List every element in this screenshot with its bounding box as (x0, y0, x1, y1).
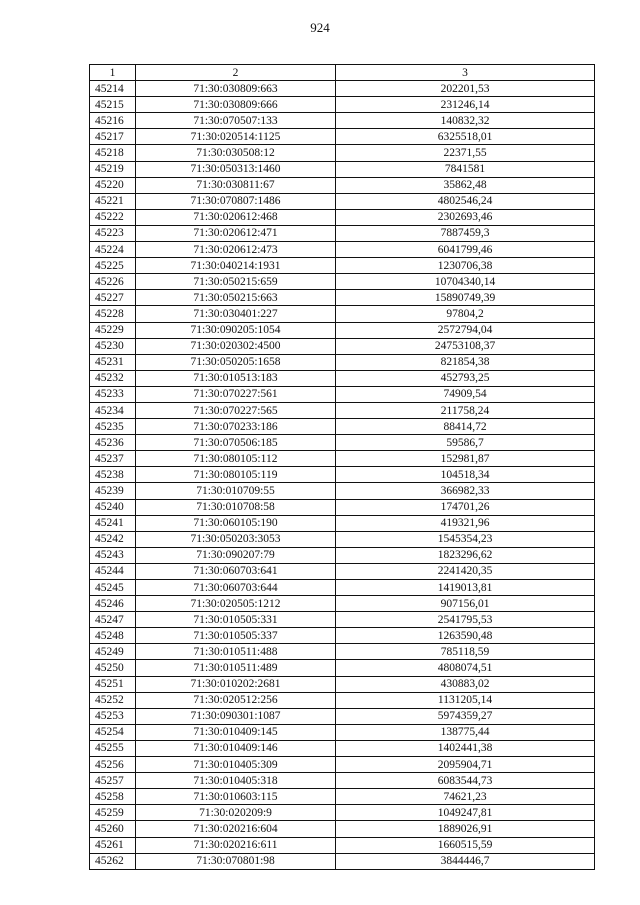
row-number-cell: 45244 (90, 563, 136, 579)
cadastral-number-cell: 71:30:030809:663 (136, 81, 336, 97)
cadastral-number-cell: 71:30:070801:98 (136, 853, 336, 869)
cadastral-number-cell: 71:30:010505:331 (136, 612, 336, 628)
value-cell: 419321,96 (336, 515, 595, 531)
table-row (90, 338, 595, 354)
table-row (90, 177, 595, 193)
cadastral-number-cell: 71:30:050313:1460 (136, 161, 336, 177)
cadastral-number-cell: 71:30:070227:565 (136, 402, 336, 418)
cadastral-number-cell: 71:30:080105:119 (136, 467, 336, 483)
row-number-cell: 45233 (90, 386, 136, 402)
value-cell: 1263590,48 (336, 628, 595, 644)
row-number-cell: 45235 (90, 419, 136, 435)
value-cell: 1889026,91 (336, 821, 595, 837)
table-row (90, 821, 595, 837)
cadastral-number-cell: 71:30:070233:186 (136, 419, 336, 435)
table-row (90, 113, 595, 129)
row-number-cell: 45218 (90, 145, 136, 161)
table-row (90, 81, 595, 97)
value-cell: 1230706,38 (336, 258, 595, 274)
value-cell: 6041799,46 (336, 242, 595, 258)
row-number-cell: 45221 (90, 193, 136, 209)
row-number-cell: 45223 (90, 225, 136, 241)
cadastral-number-cell: 71:30:050215:659 (136, 274, 336, 290)
table-row (90, 789, 595, 805)
table-row (90, 644, 595, 660)
table-row (90, 757, 595, 773)
cadastral-number-cell: 71:30:020209:9 (136, 805, 336, 821)
value-cell: 366982,33 (336, 483, 595, 499)
table-row (90, 692, 595, 708)
cadastral-number-cell: 71:30:070506:185 (136, 435, 336, 451)
cadastral-number-cell: 71:30:030508:12 (136, 145, 336, 161)
row-number-cell: 45231 (90, 354, 136, 370)
cadastral-number-cell: 71:30:020302:4500 (136, 338, 336, 354)
cadastral-number-cell: 71:30:050203:3053 (136, 531, 336, 547)
row-number-cell: 45251 (90, 676, 136, 692)
cadastral-number-cell: 71:30:020216:604 (136, 821, 336, 837)
value-cell: 15890749,39 (336, 290, 595, 306)
cadastral-number-cell: 71:30:010603:115 (136, 789, 336, 805)
table-row (90, 580, 595, 596)
row-number-cell: 45258 (90, 789, 136, 805)
cadastral-number-cell: 71:30:070807:1486 (136, 193, 336, 209)
row-number-cell: 45262 (90, 853, 136, 869)
value-cell: 6325518,01 (336, 129, 595, 145)
value-cell: 2095904,71 (336, 757, 595, 773)
table-row (90, 515, 595, 531)
row-number-cell: 45216 (90, 113, 136, 129)
table-row (90, 676, 595, 692)
cadastral-number-cell: 71:30:010708:58 (136, 499, 336, 515)
row-number-cell: 45238 (90, 467, 136, 483)
value-cell: 2541795,53 (336, 612, 595, 628)
column-header-1: 1 (90, 65, 136, 81)
row-number-cell: 45250 (90, 660, 136, 676)
cadastral-number-cell: 71:30:020612:473 (136, 242, 336, 258)
value-cell: 1660515,59 (336, 837, 595, 853)
table-row (90, 97, 595, 113)
table-row (90, 161, 595, 177)
row-number-cell: 45220 (90, 177, 136, 193)
row-number-cell: 45248 (90, 628, 136, 644)
table-row (90, 837, 595, 853)
table-row (90, 547, 595, 563)
row-number-cell: 45245 (90, 580, 136, 596)
value-cell: 2241420,35 (336, 563, 595, 579)
row-number-cell: 45252 (90, 692, 136, 708)
table-row (90, 242, 595, 258)
table-row (90, 290, 595, 306)
cadastral-number-cell: 71:30:080105:112 (136, 451, 336, 467)
cadastral-number-cell: 71:30:030809:666 (136, 97, 336, 113)
row-number-cell: 45253 (90, 708, 136, 724)
row-number-cell: 45243 (90, 547, 136, 563)
cadastral-number-cell: 71:30:010511:489 (136, 660, 336, 676)
row-number-cell: 45215 (90, 97, 136, 113)
table-row (90, 370, 595, 386)
table-row (90, 499, 595, 515)
table-row (90, 773, 595, 789)
cadastral-number-cell: 71:30:060703:641 (136, 563, 336, 579)
column-header-3: 3 (336, 65, 595, 81)
cadastral-number-cell: 71:30:020514:1125 (136, 129, 336, 145)
value-cell: 5974359,27 (336, 708, 595, 724)
table-row (90, 354, 595, 370)
cadastral-number-cell: 71:30:020612:471 (136, 225, 336, 241)
table-row (90, 274, 595, 290)
row-number-cell: 45226 (90, 274, 136, 290)
cadastral-number-cell: 71:30:040214:1931 (136, 258, 336, 274)
cadastral-number-cell: 71:30:050205:1658 (136, 354, 336, 370)
row-number-cell: 45229 (90, 322, 136, 338)
table-row (90, 306, 595, 322)
cadastral-number-cell: 71:30:070227:561 (136, 386, 336, 402)
cadastral-number-cell: 71:30:010202:2681 (136, 676, 336, 692)
value-cell: 2572794,04 (336, 322, 595, 338)
value-cell: 211758,24 (336, 402, 595, 418)
table-row (90, 258, 595, 274)
row-number-cell: 45259 (90, 805, 136, 821)
row-number-cell: 45247 (90, 612, 136, 628)
value-cell: 74621,23 (336, 789, 595, 805)
cadastral-number-cell: 71:30:010409:145 (136, 724, 336, 740)
value-cell: 1823296,62 (336, 547, 595, 563)
table-row (90, 628, 595, 644)
value-cell: 785118,59 (336, 644, 595, 660)
cadastral-number-cell: 71:30:010709:55 (136, 483, 336, 499)
value-cell: 88414,72 (336, 419, 595, 435)
value-cell: 4808074,51 (336, 660, 595, 676)
row-number-cell: 45240 (90, 499, 136, 515)
table-row (90, 805, 595, 821)
cadastral-number-cell: 71:30:050215:663 (136, 290, 336, 306)
row-number-cell: 45237 (90, 451, 136, 467)
table-row (90, 708, 595, 724)
table-header-row (90, 65, 595, 81)
row-number-cell: 45227 (90, 290, 136, 306)
value-cell: 97804,2 (336, 306, 595, 322)
cadastral-number-cell: 71:30:060703:644 (136, 580, 336, 596)
cadastral-number-cell: 71:30:010409:146 (136, 740, 336, 756)
cadastral-number-cell: 71:30:030811:67 (136, 177, 336, 193)
table-row (90, 612, 595, 628)
row-number-cell: 45219 (90, 161, 136, 177)
table-row (90, 145, 595, 161)
value-cell: 1402441,38 (336, 740, 595, 756)
value-cell: 138775,44 (336, 724, 595, 740)
row-number-cell: 45225 (90, 258, 136, 274)
table-row (90, 660, 595, 676)
row-number-cell: 45234 (90, 402, 136, 418)
row-number-cell: 45236 (90, 435, 136, 451)
value-cell: 430883,02 (336, 676, 595, 692)
row-number-cell: 45239 (90, 483, 136, 499)
column-header-2: 2 (136, 65, 336, 81)
value-cell: 74909,54 (336, 386, 595, 402)
row-number-cell: 45249 (90, 644, 136, 660)
cadastral-number-cell: 71:30:020216:611 (136, 837, 336, 853)
cadastral-number-cell: 71:30:010511:488 (136, 644, 336, 660)
table-row (90, 435, 595, 451)
value-cell: 4802546,24 (336, 193, 595, 209)
table-row (90, 193, 595, 209)
cadastral-number-cell: 71:30:090205:1054 (136, 322, 336, 338)
row-number-cell: 45232 (90, 370, 136, 386)
value-cell: 231246,14 (336, 97, 595, 113)
table-row (90, 483, 595, 499)
table-row (90, 225, 595, 241)
value-cell: 59586,7 (336, 435, 595, 451)
cadastral-number-cell: 71:30:010405:318 (136, 773, 336, 789)
value-cell: 1049247,81 (336, 805, 595, 821)
value-cell: 907156,01 (336, 596, 595, 612)
cadastral-number-cell: 71:30:020612:468 (136, 209, 336, 225)
table-row (90, 451, 595, 467)
row-number-cell: 45214 (90, 81, 136, 97)
value-cell: 821854,38 (336, 354, 595, 370)
table-row (90, 129, 595, 145)
row-number-cell: 45260 (90, 821, 136, 837)
row-number-cell: 45254 (90, 724, 136, 740)
value-cell: 152981,87 (336, 451, 595, 467)
value-cell: 2302693,46 (336, 209, 595, 225)
value-cell: 24753108,37 (336, 338, 595, 354)
table-row (90, 531, 595, 547)
value-cell: 6083544,73 (336, 773, 595, 789)
cadastral-number-cell: 71:30:010405:309 (136, 757, 336, 773)
cadastral-number-cell: 71:30:010513:183 (136, 370, 336, 386)
value-cell: 174701,26 (336, 499, 595, 515)
row-number-cell: 45242 (90, 531, 136, 547)
page-number: 924 (310, 20, 330, 35)
cadastral-number-cell: 71:30:070507:133 (136, 113, 336, 129)
value-cell: 22371,55 (336, 145, 595, 161)
row-number-cell: 45257 (90, 773, 136, 789)
table-row (90, 402, 595, 418)
row-number-cell: 45256 (90, 757, 136, 773)
value-cell: 202201,53 (336, 81, 595, 97)
value-cell: 7887459,3 (336, 225, 595, 241)
cadastral-number-cell: 71:30:020505:1212 (136, 596, 336, 612)
table-row (90, 563, 595, 579)
cadastral-number-cell: 71:30:030401:227 (136, 306, 336, 322)
table-row (90, 209, 595, 225)
row-number-cell: 45255 (90, 740, 136, 756)
registry-table (89, 64, 595, 870)
row-number-cell: 45217 (90, 129, 136, 145)
value-cell: 1545354,23 (336, 531, 595, 547)
cadastral-number-cell: 71:30:060105:190 (136, 515, 336, 531)
value-cell: 452793,25 (336, 370, 595, 386)
value-cell: 1419013,81 (336, 580, 595, 596)
table-row (90, 724, 595, 740)
table-row (90, 853, 595, 869)
value-cell: 7841581 (336, 161, 595, 177)
cadastral-number-cell: 71:30:020512:256 (136, 692, 336, 708)
row-number-cell: 45230 (90, 338, 136, 354)
table-row (90, 467, 595, 483)
value-cell: 1131205,14 (336, 692, 595, 708)
row-number-cell: 45224 (90, 242, 136, 258)
table-row (90, 740, 595, 756)
table-row (90, 596, 595, 612)
row-number-cell: 45261 (90, 837, 136, 853)
row-number-cell: 45246 (90, 596, 136, 612)
value-cell: 104518,34 (336, 467, 595, 483)
value-cell: 10704340,14 (336, 274, 595, 290)
value-cell: 3844446,7 (336, 853, 595, 869)
value-cell: 140832,32 (336, 113, 595, 129)
table-row (90, 386, 595, 402)
cadastral-number-cell: 71:30:090207:79 (136, 547, 336, 563)
row-number-cell: 45222 (90, 209, 136, 225)
row-number-cell: 45228 (90, 306, 136, 322)
table-row (90, 419, 595, 435)
cadastral-number-cell: 71:30:090301:1087 (136, 708, 336, 724)
cadastral-number-cell: 71:30:010505:337 (136, 628, 336, 644)
value-cell: 35862,48 (336, 177, 595, 193)
table-body (90, 81, 595, 870)
row-number-cell: 45241 (90, 515, 136, 531)
table-row (90, 322, 595, 338)
